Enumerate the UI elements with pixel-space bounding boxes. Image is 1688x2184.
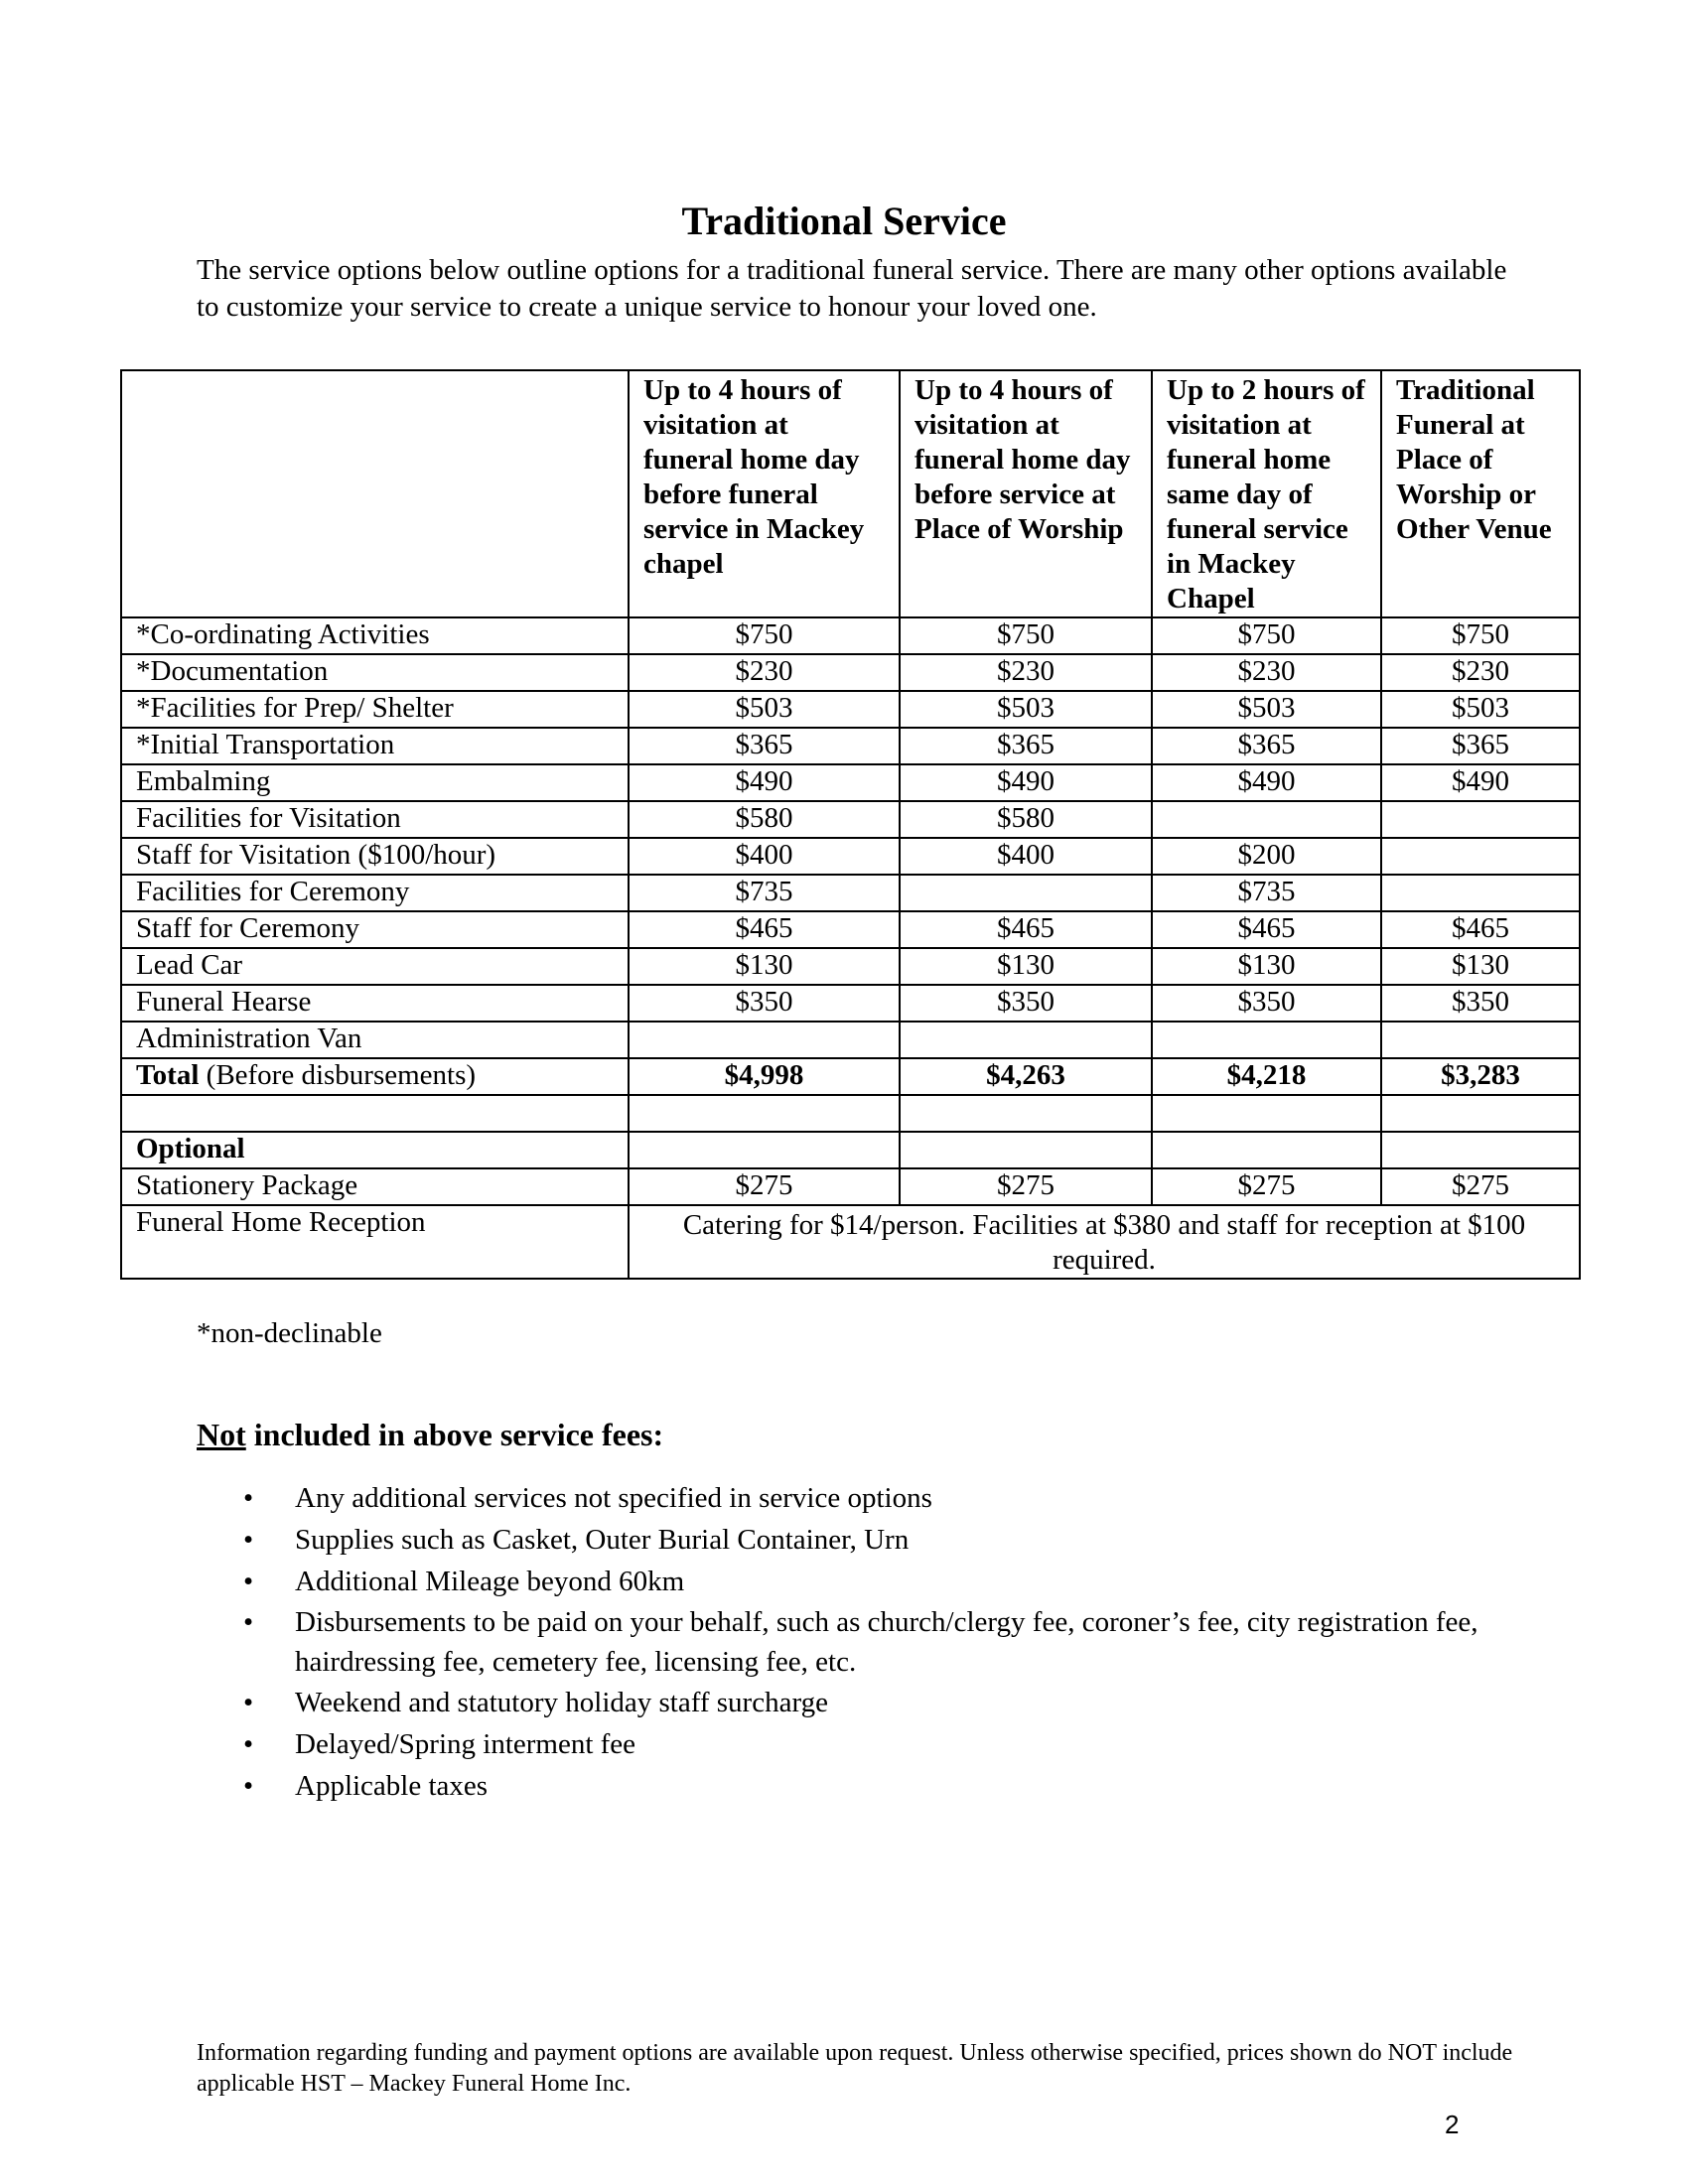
optional-label: Optional [121, 1132, 629, 1168]
row-label: Embalming [121, 764, 629, 801]
price-cell [1381, 1022, 1580, 1058]
list-item [243, 1723, 1534, 1765]
bullet-icon: • [243, 1524, 254, 1556]
price-cell: $750 [1152, 617, 1381, 654]
price-cell: $230 [1152, 654, 1381, 691]
total-cell: $4,998 [629, 1058, 900, 1095]
total-row [121, 1058, 1580, 1095]
row-label: Facilities for Visitation [121, 801, 629, 838]
price-cell: $503 [1381, 691, 1580, 728]
list-item [243, 1682, 1534, 1723]
row-label: Administration Van [121, 1022, 629, 1058]
price-cell: $490 [900, 764, 1152, 801]
price-cell: $230 [1381, 654, 1580, 691]
total-cell: $4,218 [1152, 1058, 1381, 1095]
bullet-icon: • [243, 1482, 254, 1514]
table-row [121, 1205, 1580, 1279]
price-cell: $503 [1152, 691, 1381, 728]
row-label: Staff for Visitation ($100/hour) [121, 838, 629, 875]
table-row [121, 654, 1580, 691]
row-label: Facilities for Ceremony [121, 875, 629, 911]
row-label: Lead Car [121, 948, 629, 985]
price-cell: $490 [1152, 764, 1381, 801]
empty-cell [1381, 1132, 1580, 1168]
empty-cell [629, 1132, 900, 1168]
row-label: Funeral Home Reception [121, 1205, 629, 1279]
not-included-heading-rest: included in above service fees: [245, 1417, 664, 1452]
total-label-rest: (Before disbursements) [199, 1059, 477, 1091]
footnote: *non-declinable [197, 1317, 382, 1349]
price-cell: $350 [1381, 985, 1580, 1022]
table-row [121, 764, 1580, 801]
empty-cell [900, 1095, 1152, 1132]
page-footer: Information regarding funding and payment options are available upon request. Unless otherwise specified, prices shown do NOT include applicable HST – Mackey Funeral Home Inc. [197, 2040, 1513, 2097]
column-header: Up to 2 hours of visitation at funeral home same day of funeral service in Mackey Chapel [1152, 370, 1381, 617]
column-header: Up to 4 hours of visitation at funeral home day before funeral service in Mackey chapel [629, 370, 900, 617]
not-included-heading [197, 1415, 663, 1454]
list-item [243, 1765, 1534, 1807]
price-cell [629, 1022, 900, 1058]
total-cell: $4,263 [900, 1058, 1152, 1095]
not-included-heading-underlined: Not [197, 1417, 246, 1452]
price-cell: $465 [629, 911, 900, 948]
price-cell [900, 1022, 1152, 1058]
bullet-icon: • [243, 1566, 254, 1597]
list-item [243, 1477, 1534, 1519]
column-header: Traditional Funeral at Place of Worship or Other Venue [1381, 370, 1580, 617]
row-label: *Facilities for Prep/ Shelter [121, 691, 629, 728]
price-cell: $735 [629, 875, 900, 911]
price-cell [1381, 838, 1580, 875]
price-cell: $230 [900, 654, 1152, 691]
price-cell: $275 [629, 1168, 900, 1205]
table-row [121, 801, 1580, 838]
row-label: Staff for Ceremony [121, 911, 629, 948]
price-cell [1152, 801, 1381, 838]
total-label [121, 1058, 629, 1095]
table-row [121, 691, 1580, 728]
price-cell: $230 [629, 654, 900, 691]
list-item [243, 1602, 1534, 1682]
list-item-text: Weekend and statutory holiday staff surcharge [295, 1687, 828, 1718]
price-cell: $750 [629, 617, 900, 654]
price-cell: $503 [900, 691, 1152, 728]
price-cell: $200 [1152, 838, 1381, 875]
row-label: Funeral Hearse [121, 985, 629, 1022]
price-cell [1381, 801, 1580, 838]
table-header-row [121, 370, 1580, 617]
price-cell: $275 [1152, 1168, 1381, 1205]
price-cell: $365 [1152, 728, 1381, 764]
empty-cell [900, 1132, 1152, 1168]
price-cell: $400 [629, 838, 900, 875]
price-cell: $365 [1381, 728, 1580, 764]
price-cell: $365 [900, 728, 1152, 764]
table-row [121, 838, 1580, 875]
blank-row [121, 1095, 1580, 1132]
price-cell: $580 [629, 801, 900, 838]
empty-cell [1152, 1095, 1381, 1132]
total-label-bold: Total [136, 1059, 200, 1091]
price-cell: $750 [900, 617, 1152, 654]
table-row [121, 1022, 1580, 1058]
price-cell: $735 [1152, 875, 1381, 911]
price-cell: $275 [1381, 1168, 1580, 1205]
table-row [121, 617, 1580, 654]
reception-details: Catering for $14/person. Facilities at $380 and staff for reception at $100 required. [629, 1205, 1580, 1279]
table-row [121, 1168, 1580, 1205]
price-cell [1152, 1022, 1381, 1058]
price-cell: $503 [629, 691, 900, 728]
list-item-text: Delayed/Spring interment fee [295, 1728, 636, 1760]
price-cell: $130 [1381, 948, 1580, 985]
price-cell: $130 [1152, 948, 1381, 985]
empty-cell [1152, 1132, 1381, 1168]
service-options-table [120, 369, 1581, 1280]
list-item-text: Additional Mileage beyond 60km [295, 1566, 685, 1597]
table-row [121, 985, 1580, 1022]
bullet-icon: • [243, 1728, 254, 1760]
row-label: *Initial Transportation [121, 728, 629, 764]
page-number: 2 [1445, 2110, 1460, 2139]
price-cell: $350 [1152, 985, 1381, 1022]
list-item-text: Disbursements to be paid on your behalf, such as church/clergy fee, coroner’s fee, city registration fee, hairdressing fee, cemetery fee, licensing fee, etc. [295, 1606, 1478, 1678]
header-empty-cell [121, 370, 629, 617]
list-item-text: Applicable taxes [295, 1770, 489, 1802]
price-cell [900, 875, 1152, 911]
optional-row [121, 1132, 1580, 1168]
page-title: Traditional Service [681, 199, 1007, 243]
price-cell: $400 [900, 838, 1152, 875]
price-cell: $465 [900, 911, 1152, 948]
row-label: *Co-ordinating Activities [121, 617, 629, 654]
list-item-text: Any additional services not specified in service options [295, 1482, 932, 1514]
list-item-text: Supplies such as Casket, Outer Burial Container, Urn [295, 1524, 910, 1556]
bullet-icon: • [243, 1687, 254, 1718]
intro-paragraph: The service options below outline options for a traditional funeral service. There are many other options available to customize your service to create a unique service to honour your loved one. [197, 254, 1507, 323]
list-item [243, 1519, 1534, 1561]
table-row [121, 875, 1580, 911]
row-label: *Documentation [121, 654, 629, 691]
price-cell [1381, 875, 1580, 911]
price-cell: $490 [629, 764, 900, 801]
bullet-icon: • [243, 1770, 254, 1802]
not-included-list [243, 1477, 1534, 1807]
price-cell: $465 [1152, 911, 1381, 948]
price-cell: $465 [1381, 911, 1580, 948]
price-cell: $350 [900, 985, 1152, 1022]
column-header: Up to 4 hours of visitation at funeral home day before service at Place of Worship [900, 370, 1152, 617]
empty-cell [121, 1095, 629, 1132]
total-cell: $3,283 [1381, 1058, 1580, 1095]
table-row [121, 911, 1580, 948]
price-cell: $130 [629, 948, 900, 985]
table-row [121, 948, 1580, 985]
row-label: Stationery Package [121, 1168, 629, 1205]
list-item [243, 1561, 1534, 1602]
price-cell: $490 [1381, 764, 1580, 801]
price-cell: $275 [900, 1168, 1152, 1205]
price-cell: $130 [900, 948, 1152, 985]
table-row [121, 728, 1580, 764]
price-cell: $750 [1381, 617, 1580, 654]
price-cell: $365 [629, 728, 900, 764]
price-cell: $350 [629, 985, 900, 1022]
empty-cell [629, 1095, 900, 1132]
price-cell: $580 [900, 801, 1152, 838]
empty-cell [1381, 1095, 1580, 1132]
bullet-icon: • [243, 1606, 254, 1638]
